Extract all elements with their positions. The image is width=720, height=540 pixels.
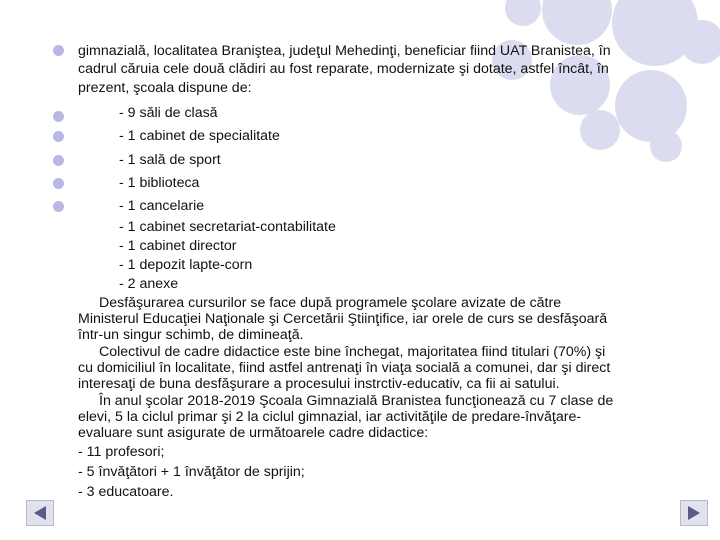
decorative-circle bbox=[505, 0, 541, 26]
paragraph-line: cadrul căruia cele două clădiri au fost reparate, modernizate şi dotate, astfel încât, în bbox=[78, 61, 609, 77]
next-slide-button[interactable] bbox=[680, 500, 708, 526]
body-line: Desfăşurarea cursurilor se face după programele şcolare avizate de către bbox=[99, 295, 562, 311]
body-line: - 11 profesori; bbox=[78, 444, 165, 460]
left-arrow-icon bbox=[27, 501, 53, 525]
paragraph-line: gimnazială, localitatea Braniştea, judeţul Mehedinţi, beneficiar fiind UAT Branistea, în bbox=[78, 43, 611, 59]
body-line: - 3 educatoare. bbox=[78, 484, 174, 500]
list-bullet bbox=[53, 178, 64, 189]
decorative-circle bbox=[580, 110, 620, 150]
right-arrow-icon bbox=[681, 501, 707, 525]
body-line: elevi, 5 la ciclul primar şi 2 la ciclul gimnazial, iar activităţile de predare-învăţare- bbox=[78, 409, 582, 425]
facility-item: - 2 anexe bbox=[119, 276, 179, 292]
body-line: În anul şcolar 2018-2019 Şcoala Gimnazială Branistea funcţionează cu 7 clase de bbox=[99, 393, 614, 409]
previous-slide-button[interactable] bbox=[26, 500, 54, 526]
decorative-circle bbox=[542, 0, 612, 45]
paragraph-line: prezent, şcoala dispune de: bbox=[78, 80, 252, 96]
body-line: evaluare sunt asigurate de următoarele cadre didactice: bbox=[78, 425, 429, 441]
list-bullet bbox=[53, 45, 64, 56]
facility-item: - 1 cabinet secretariat-contabilitate bbox=[119, 219, 336, 235]
facility-item: - 1 depozit lapte-corn bbox=[119, 257, 253, 273]
facility-item: - 1 cabinet director bbox=[119, 238, 237, 254]
body-line: într-un singur schimb, de dimineaţă. bbox=[78, 327, 304, 343]
list-bullet bbox=[53, 131, 64, 142]
decorative-circle bbox=[680, 20, 720, 64]
body-line: Colectivul de cadre didactice este bine închegat, majoritatea fiind titulari (70%) şi bbox=[99, 344, 606, 360]
list-bullet bbox=[53, 155, 64, 166]
facility-item: - 1 cabinet de specialitate bbox=[119, 128, 280, 144]
list-bullet bbox=[53, 201, 64, 212]
body-line: - 5 învăţători + 1 învăţător de sprijin; bbox=[78, 464, 305, 480]
body-line: interesaţi de buna desfăşurare a procesului instrctiv-educativ, ca fii ai satului. bbox=[78, 376, 560, 392]
facility-item: - 1 biblioteca bbox=[119, 175, 200, 191]
decorative-circle bbox=[650, 130, 682, 162]
body-line: cu domiciliul în localitate, fiind astfel antrenaţi în viaţa socială a comunei, dar şi direct bbox=[78, 360, 611, 376]
list-bullet bbox=[53, 111, 64, 122]
facility-item: - 9 săli de clasă bbox=[119, 105, 218, 121]
decorative-circle bbox=[615, 70, 687, 142]
body-line: Ministerul Educaţiei Naţionale şi Cercetării Ştiinţifice, iar orele de curs se desfăşoară bbox=[78, 311, 608, 327]
facility-item: - 1 cancelarie bbox=[119, 198, 205, 214]
facility-item: - 1 sală de sport bbox=[119, 152, 221, 168]
